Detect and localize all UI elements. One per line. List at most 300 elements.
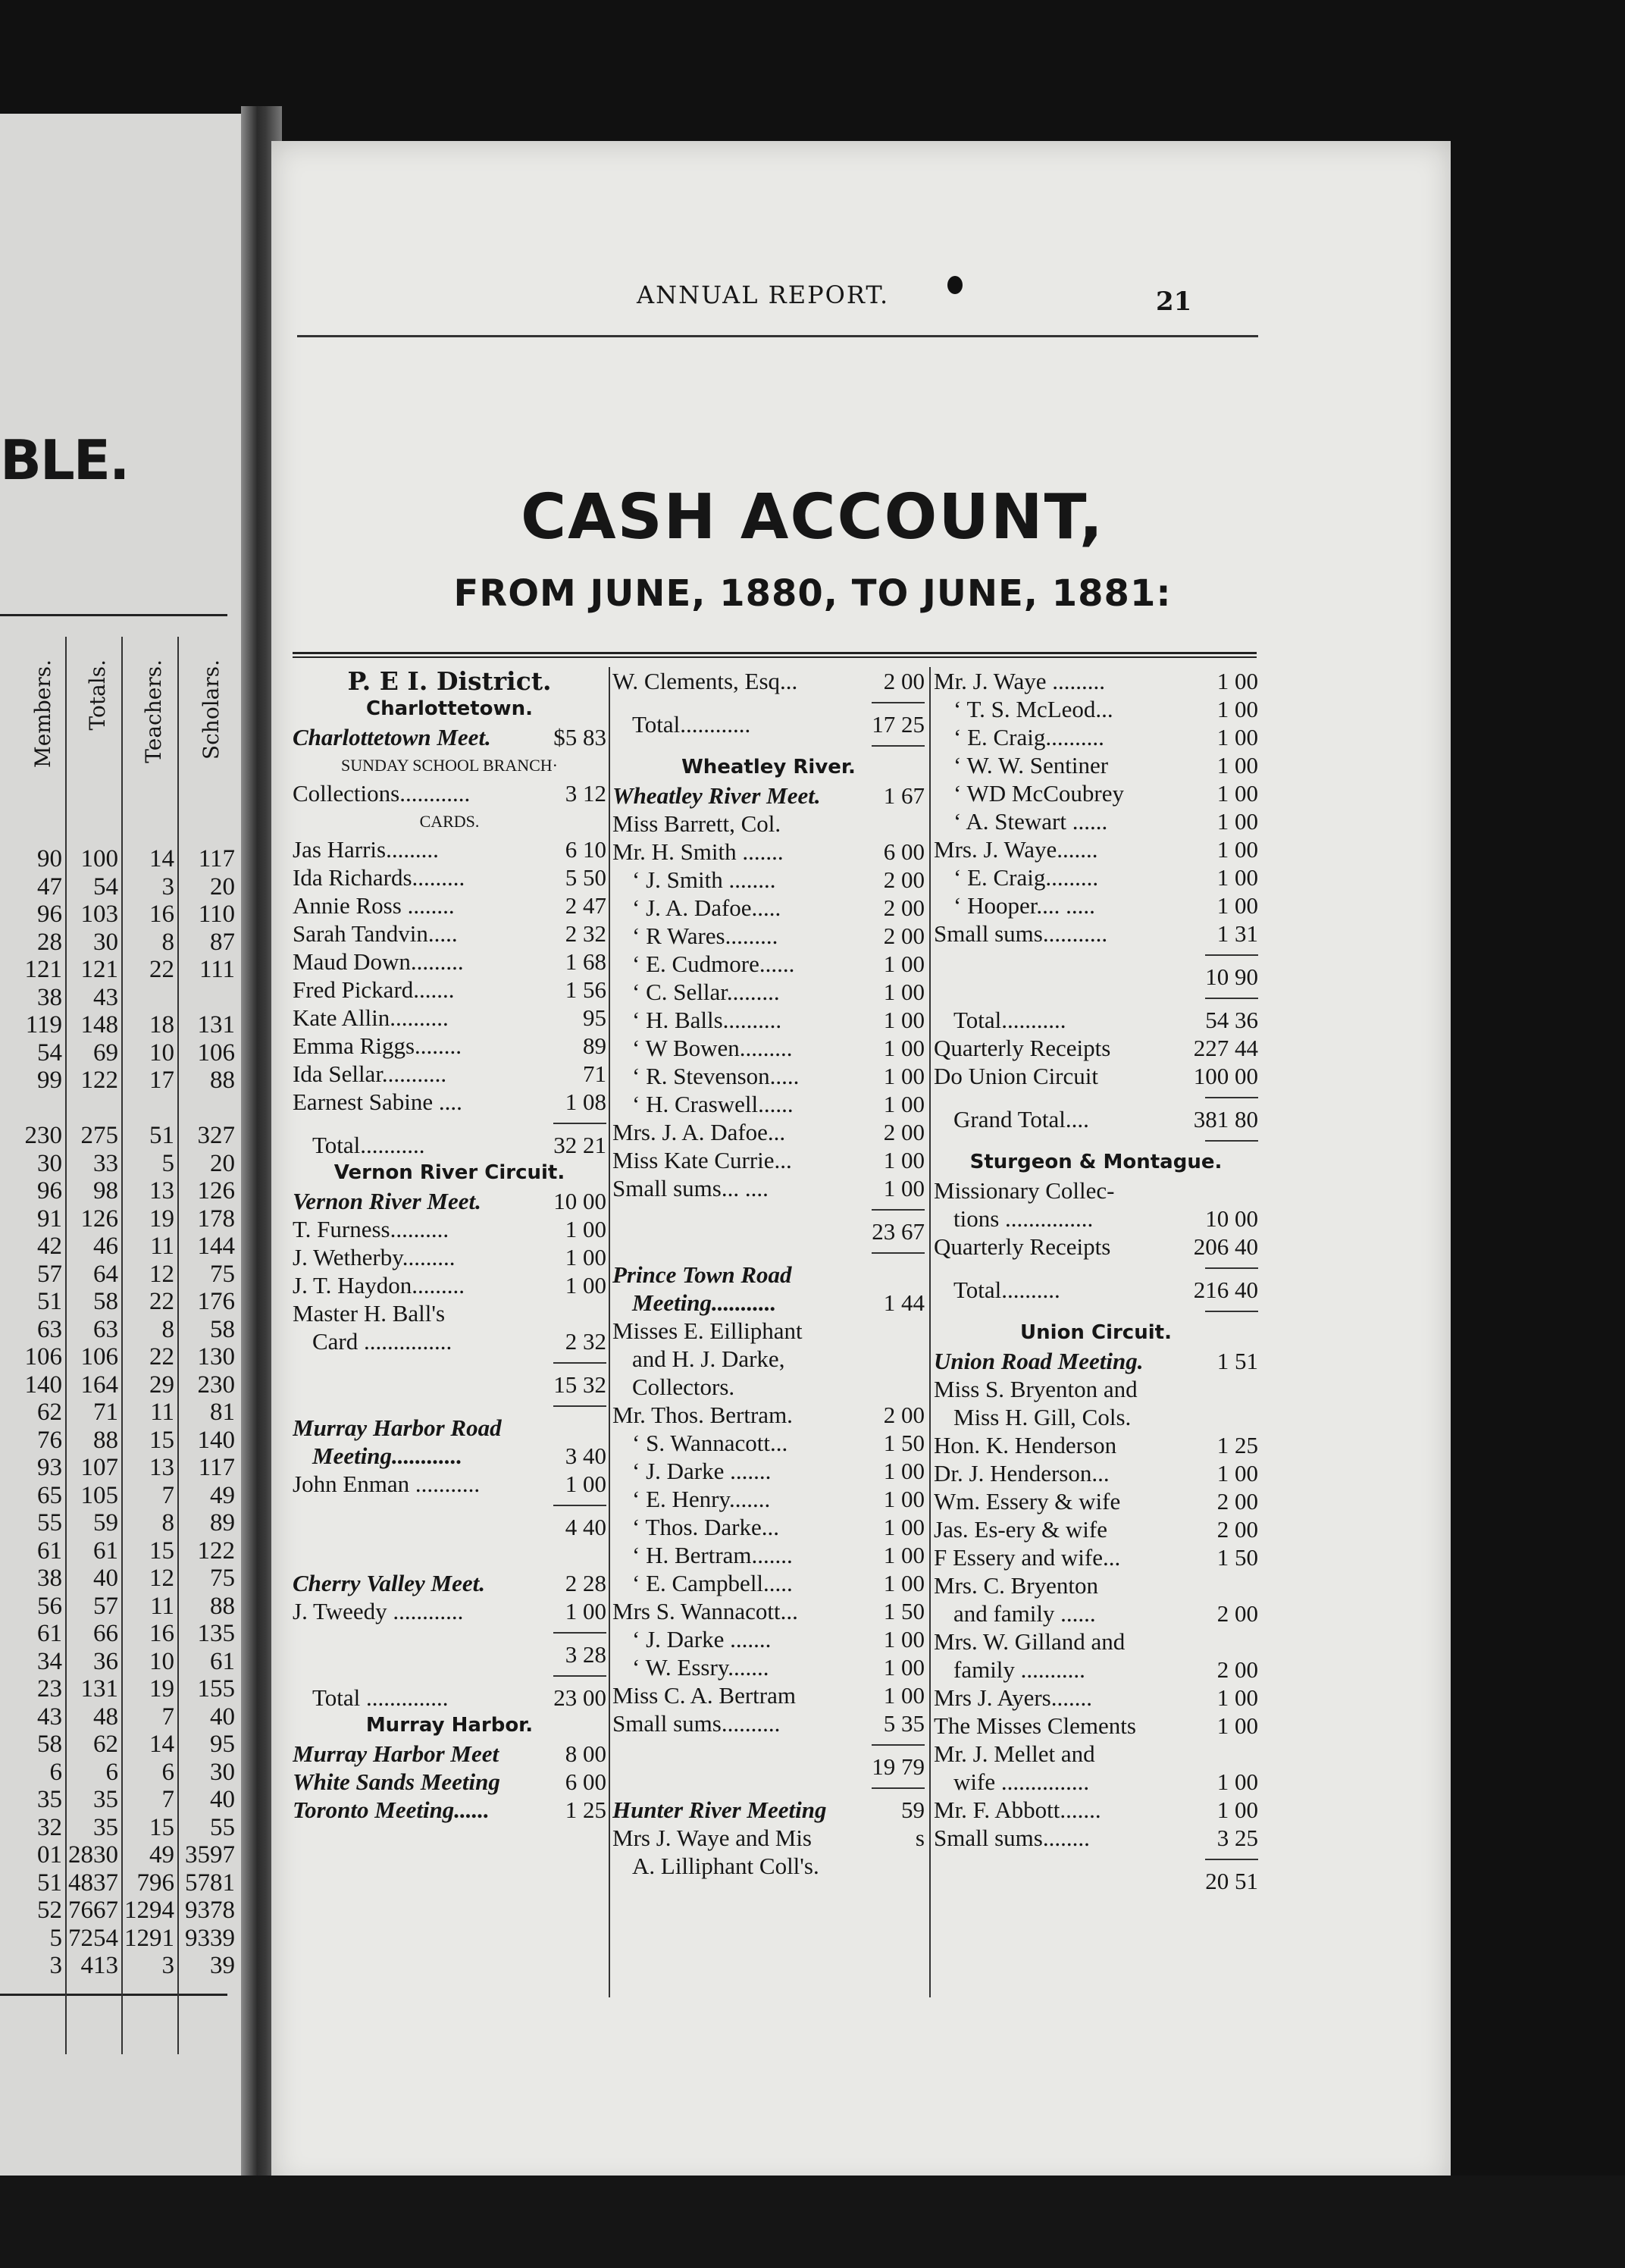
table-row	[0, 845, 235, 873]
table-row	[0, 1233, 235, 1261]
meeting-line	[293, 1414, 606, 1442]
table-cell: 51	[149, 1122, 174, 1149]
table-row	[0, 1150, 235, 1178]
amount: 1 00	[1216, 808, 1258, 835]
entry-label: Card ...............	[312, 1328, 452, 1355]
table-row	[0, 1786, 235, 1814]
amount: 1 00	[883, 1063, 925, 1089]
district-heading	[293, 667, 606, 695]
table-cell: 35	[93, 1786, 118, 1813]
table-cell: 36	[93, 1647, 118, 1675]
amount: 1 00	[565, 1471, 606, 1497]
entry-line	[612, 1006, 925, 1034]
entry-line	[934, 1375, 1258, 1403]
meeting-line	[612, 1796, 925, 1824]
entry-label: ‘ J. Darke .......	[632, 1626, 772, 1652]
entry-label: ‘ E. Craig..........	[953, 724, 1104, 750]
table-cell: 18	[149, 1011, 174, 1038]
entry-line	[934, 1233, 1258, 1261]
table-row	[0, 1537, 235, 1565]
running-head: ANNUAL REPORT.	[637, 280, 890, 309]
sum-rule	[293, 1668, 606, 1684]
entry-label: Total ..............	[312, 1684, 449, 1711]
table-cell: 22	[149, 1343, 174, 1371]
amount: 1 00	[1216, 864, 1258, 891]
entry-line	[612, 1541, 925, 1569]
table-cell: 176	[197, 1288, 235, 1315]
entry-label: Missionary Collec-	[934, 1177, 1115, 1204]
table-cell: 275	[80, 1122, 118, 1149]
total-line	[293, 1684, 606, 1712]
table-cell: 61	[37, 1537, 62, 1565]
table-cell: 15	[149, 1813, 174, 1841]
amount: 2 00	[883, 923, 925, 949]
table-cell: 6	[49, 1758, 62, 1786]
table-row	[0, 1011, 235, 1039]
amount: 1 00	[565, 1272, 606, 1298]
sum-rule	[612, 1245, 925, 1261]
amount: 3 25	[1216, 1825, 1258, 1851]
entry-line	[293, 1597, 606, 1625]
table-cell: 22	[149, 1288, 174, 1315]
entry-line	[293, 835, 606, 863]
entry-line	[612, 1569, 925, 1597]
amount: 2 00	[1216, 1600, 1258, 1627]
table-cell: 22	[149, 956, 174, 983]
meeting-line	[293, 1740, 606, 1768]
table-cell: 413	[80, 1952, 118, 1979]
entry-label: Murray Harbor Meet	[293, 1740, 499, 1767]
table-cell: 2830	[68, 1841, 118, 1869]
table-cell: 71	[93, 1399, 118, 1426]
table-cell: 1291	[124, 1924, 174, 1952]
table-row	[0, 1039, 235, 1067]
section-heading	[934, 1148, 1258, 1176]
table-cell: 69	[93, 1038, 118, 1067]
entry-line	[612, 810, 925, 838]
table-cell: 16	[149, 901, 174, 928]
table-cell: 15	[149, 1537, 174, 1565]
entry-label: ‘ Hooper.... .....	[953, 892, 1095, 919]
amount: 5 35	[883, 1710, 925, 1737]
entry-label: T. Furness..........	[293, 1216, 449, 1242]
amount: 1 00	[1216, 1797, 1258, 1823]
sum-rule	[612, 1781, 925, 1796]
entry-label: ‘ J. Darke .......	[632, 1458, 772, 1484]
entry-line	[934, 919, 1258, 948]
amount: 1 00	[1216, 836, 1258, 863]
entry-line	[293, 1088, 606, 1116]
amount: 1 00	[883, 1486, 925, 1512]
entry-label: Mrs. J. A. Dafoe...	[612, 1119, 786, 1145]
table-cell: 6	[105, 1758, 118, 1786]
table-cell: 75	[210, 1260, 235, 1288]
amount: 3 12	[565, 780, 606, 807]
meeting-line	[612, 1289, 925, 1317]
entry-line	[934, 1034, 1258, 1062]
table-cell: 49	[210, 1481, 235, 1509]
amount: 3 40	[565, 1443, 606, 1469]
entry-label: ‘ W. Essry.......	[632, 1654, 769, 1681]
amount: 3 28	[565, 1641, 606, 1668]
table-cell: 62	[37, 1399, 62, 1426]
amount: 10 90	[1205, 963, 1258, 990]
entry-label: Mrs. W. Gilland and	[934, 1628, 1126, 1655]
entry-line	[293, 1032, 606, 1060]
entry-label: Dr. J. Henderson...	[934, 1460, 1110, 1486]
table-cell: 29	[149, 1371, 174, 1399]
amount: 1 00	[883, 1091, 925, 1117]
amount: 1 00	[1216, 1712, 1258, 1739]
entry-line	[612, 1373, 925, 1401]
table-cell: 88	[210, 1067, 235, 1094]
entry-line	[934, 835, 1258, 863]
entry-label: The Misses Clements	[934, 1712, 1136, 1739]
subtotal-line	[612, 1753, 925, 1781]
table-cell: 30	[37, 1149, 62, 1177]
table-cell: 54	[93, 872, 118, 901]
amount: 4 40	[565, 1514, 606, 1540]
entry-label: ‘ J. Smith ........	[632, 866, 776, 893]
left-page	[0, 114, 250, 2176]
statistics-table	[0, 845, 235, 1980]
amount: 1 00	[1216, 1684, 1258, 1711]
amount: 95	[583, 1004, 606, 1031]
table-cell: 17	[149, 1067, 174, 1094]
amount: 1 00	[1216, 668, 1258, 694]
entry-label: Master H. Ball's	[293, 1300, 446, 1327]
table-cell: 117	[198, 1454, 235, 1481]
column-header-teachers: Teachers.	[141, 659, 166, 763]
table-cell: 65	[37, 1481, 62, 1509]
amount: s	[915, 1825, 925, 1851]
table-top-rule	[293, 652, 1257, 654]
amount: 1 50	[1216, 1544, 1258, 1571]
table-cell: 46	[93, 1233, 118, 1260]
entry-label: wife ...............	[953, 1768, 1090, 1795]
section-heading	[293, 695, 606, 723]
entry-label: A. Lilliphant Coll's.	[632, 1853, 819, 1879]
table-cell: 16	[149, 1620, 174, 1647]
table-cell: 55	[210, 1813, 235, 1841]
entry-label: Mrs J. Waye and Mis	[612, 1825, 812, 1851]
table-row	[0, 1759, 235, 1787]
table-cell: 3597	[185, 1841, 235, 1869]
section-heading	[293, 1159, 606, 1187]
table-cell: 20	[210, 872, 235, 901]
table-cell: 39	[210, 1952, 235, 1979]
table-cell: 89	[210, 1509, 235, 1537]
entry-label: ‘ WD McCoubrey	[953, 780, 1124, 807]
entry-line	[612, 1118, 925, 1146]
subtotal-line	[293, 1371, 606, 1399]
amount: 23 67	[872, 1218, 925, 1245]
amount: 1 00	[883, 1514, 925, 1540]
table-cell: 14	[149, 1731, 174, 1758]
amount: 1 00	[883, 1175, 925, 1201]
amount: 2 00	[883, 1402, 925, 1428]
table-cell: 8	[161, 928, 174, 956]
entry-label: ‘ E. Henry.......	[632, 1486, 771, 1512]
entry-label: Murray Harbor.	[365, 1714, 534, 1737]
amount: 59	[901, 1797, 925, 1823]
entry-line	[293, 948, 606, 976]
entry-label: Mrs S. Wannacott...	[612, 1598, 798, 1624]
entry-label: Mrs. C. Bryenton	[934, 1572, 1098, 1599]
table-cell: 140	[24, 1371, 62, 1399]
entry-line	[934, 695, 1258, 723]
entry-line	[612, 978, 925, 1006]
table-cell: 11	[150, 1233, 174, 1260]
entry-label: ‘ R. Stevenson.....	[632, 1063, 800, 1089]
entry-label: ‘ E. Craig.........	[953, 864, 1099, 891]
entry-label: ‘ E. Campbell.....	[632, 1570, 793, 1596]
table-cell: 148	[80, 1011, 118, 1038]
table-cell: 11	[150, 1399, 174, 1426]
entry-line	[293, 891, 606, 919]
table-cell: 38	[37, 983, 62, 1011]
table-cell: 106	[24, 1343, 62, 1371]
entry-label: Union Circuit.	[1020, 1321, 1172, 1344]
column-separator	[609, 667, 610, 1997]
table-cell: 57	[37, 1260, 62, 1288]
entry-label: Miss H. Gill, Cols.	[953, 1404, 1132, 1430]
entry-line	[934, 1712, 1258, 1740]
entry-label: Grand Total....	[953, 1106, 1089, 1132]
amount: 1 00	[1216, 1460, 1258, 1486]
amount: 2 00	[1216, 1516, 1258, 1543]
amount: 227 44	[1193, 1035, 1258, 1061]
amount: 1 67	[883, 782, 925, 809]
amount: $5 83	[553, 724, 606, 750]
entry-line	[934, 1543, 1258, 1571]
amount: 1 56	[565, 976, 606, 1003]
table-cell: 111	[199, 956, 235, 983]
table-cell: 42	[37, 1233, 62, 1260]
table-cell: 3	[161, 1952, 174, 1979]
table-cell: 30	[93, 928, 118, 956]
amount: 1 68	[565, 948, 606, 975]
table-cell: 7	[161, 1786, 174, 1813]
sum-rule	[934, 1090, 1258, 1105]
table-row	[0, 1371, 235, 1399]
table-cell: 7254	[68, 1924, 118, 1952]
amount: 19 79	[872, 1753, 925, 1780]
entry-line	[612, 1174, 925, 1202]
table-cell: 90	[37, 845, 62, 872]
entry-line	[934, 751, 1258, 779]
table-cell: 19	[149, 1204, 174, 1233]
section-heading	[934, 1319, 1258, 1347]
amount: 1 00	[883, 1147, 925, 1173]
meeting-line	[293, 1768, 606, 1796]
entry-label: Toronto Meeting......	[293, 1797, 490, 1823]
entry-label: Hunter River Meeting	[612, 1797, 827, 1823]
amount: 1 00	[565, 1244, 606, 1270]
entry-label: and H. J. Darke,	[632, 1345, 785, 1372]
entry-label: ‘ A. Stewart ......	[953, 808, 1108, 835]
table-cell: 100	[80, 845, 118, 872]
entry-label: Mr. F. Abbott.......	[934, 1797, 1101, 1823]
table-cell: 3	[161, 872, 174, 901]
entry-label: Wm. Essery & wife	[934, 1488, 1121, 1515]
entry-label: Jas. Es-ery & wife	[934, 1516, 1107, 1543]
table-row	[0, 1261, 235, 1289]
table-cell: 140	[197, 1426, 235, 1454]
table-cell: 96	[37, 901, 62, 928]
entry-label: ‘ H. Craswell......	[632, 1091, 794, 1117]
table-row	[0, 1509, 235, 1537]
entry-line	[934, 1684, 1258, 1712]
amount: 1 00	[883, 1626, 925, 1652]
entry-line	[934, 1656, 1258, 1684]
amount: 1 00	[883, 1682, 925, 1709]
amount: 2 00	[883, 1119, 925, 1145]
subheading	[293, 807, 606, 835]
sum-rule	[612, 1737, 925, 1753]
meeting-line	[612, 1261, 925, 1289]
entry-label: Misses E. Eilliphant	[612, 1317, 803, 1344]
table-row	[0, 901, 235, 929]
entry-line	[934, 1627, 1258, 1656]
entry-label: CARDS.	[419, 812, 480, 831]
table-row	[0, 1952, 235, 1980]
total-line	[934, 1006, 1258, 1034]
table-cell: 6	[161, 1758, 174, 1786]
amount: 2 32	[565, 920, 606, 947]
amount: 6 00	[565, 1768, 606, 1795]
entry-line	[934, 1062, 1258, 1090]
amount: 1 00	[1216, 1768, 1258, 1795]
meeting-line	[293, 723, 606, 751]
sum-rule	[612, 738, 925, 753]
sum-rule	[934, 1304, 1258, 1319]
entry-line	[612, 866, 925, 894]
table-row	[0, 929, 235, 957]
table-cell	[62, 1095, 118, 1123]
table-row	[0, 1205, 235, 1233]
total-line	[612, 710, 925, 738]
table-cell: 28	[37, 928, 62, 956]
amount: 1 00	[883, 1458, 925, 1484]
table-cell: 327	[197, 1122, 235, 1149]
section-heading	[293, 1712, 606, 1740]
table-cell: 61	[37, 1620, 62, 1647]
entry-label: ‘ H. Bertram.......	[632, 1542, 793, 1568]
amount: 100 00	[1193, 1063, 1258, 1089]
entry-line	[293, 1327, 606, 1355]
table-cell: 48	[93, 1703, 118, 1731]
entry-line	[293, 779, 606, 807]
table-row	[0, 1648, 235, 1676]
table-cell: 8	[161, 1315, 174, 1343]
table-row	[0, 1869, 235, 1897]
table-cell: 11	[150, 1592, 174, 1620]
table-cell: 32	[37, 1813, 62, 1841]
entry-label: J. Tweedy ............	[293, 1598, 464, 1624]
sum-rule	[293, 1399, 606, 1414]
amount: 5 50	[565, 864, 606, 891]
entry-line	[293, 863, 606, 891]
table-row	[0, 1703, 235, 1731]
entry-line	[612, 1709, 925, 1737]
column-separator	[929, 667, 931, 1997]
amount: 8 00	[565, 1740, 606, 1767]
table-row	[0, 873, 235, 901]
entry-label: Small sums...........	[934, 920, 1108, 947]
table-cell: 119	[25, 1011, 62, 1038]
entry-line	[934, 1487, 1258, 1515]
entry-label: Ida Richards.........	[293, 864, 465, 891]
entry-line	[612, 838, 925, 866]
table-cell: 14	[149, 845, 174, 872]
table-row	[0, 1288, 235, 1316]
table-cell: 144	[197, 1233, 235, 1260]
table-cell: 5	[49, 1924, 62, 1952]
entry-label: Fred Pickard.......	[293, 976, 455, 1003]
entry-label: Miss C. A. Bertram	[612, 1682, 796, 1709]
header-rule	[297, 335, 1258, 337]
amount: 1 00	[1216, 724, 1258, 750]
entry-line	[612, 667, 925, 695]
entry-label: Sturgeon & Montague.	[969, 1151, 1223, 1173]
entry-label: J. Wetherby.........	[293, 1244, 456, 1270]
table-cell: 126	[80, 1204, 118, 1233]
entry-label: Cherry Valley Meet.	[293, 1570, 485, 1596]
table-cell: 96	[37, 1177, 62, 1204]
amount: 10 00	[553, 1188, 606, 1214]
entry-label: Do Union Circuit	[934, 1063, 1098, 1089]
entry-line	[934, 891, 1258, 919]
table-cell: 35	[37, 1786, 62, 1813]
meeting-line	[934, 1347, 1258, 1375]
entry-label: Jas Harris.........	[293, 836, 439, 863]
subheading	[293, 751, 606, 779]
entry-line	[612, 894, 925, 922]
amount: 1 00	[883, 979, 925, 1005]
entry-line	[293, 1004, 606, 1032]
table-cell: 40	[93, 1565, 118, 1592]
amount: 71	[583, 1060, 606, 1087]
entry-label: J. T. Haydon.........	[293, 1272, 465, 1298]
table-cell: 106	[80, 1343, 118, 1371]
entry-line	[934, 1571, 1258, 1599]
amount: 1 00	[1216, 892, 1258, 919]
table-cell: 88	[210, 1592, 235, 1620]
amount: 2 28	[565, 1570, 606, 1596]
entry-label: Mr. Thos. Bertram.	[612, 1402, 793, 1428]
entry-label: Wheatley River.	[681, 756, 856, 778]
entry-label: Total............	[632, 711, 751, 738]
table-cell: 155	[197, 1675, 235, 1703]
table-cell: 87	[210, 928, 235, 956]
entry-label: ‘ Thos. Darke...	[632, 1514, 779, 1540]
entry-line	[934, 807, 1258, 835]
table-row	[0, 1122, 235, 1150]
amount: 1 51	[1216, 1348, 1258, 1374]
entry-line	[293, 1243, 606, 1271]
table-cell: 81	[210, 1399, 235, 1426]
amount: 20 51	[1205, 1868, 1258, 1894]
amount: 1 00	[883, 1035, 925, 1061]
table-row	[0, 1095, 235, 1123]
table-cell: 23	[37, 1675, 62, 1703]
amount: 32 21	[553, 1132, 606, 1158]
sum-rule	[612, 695, 925, 710]
table-row	[0, 1731, 235, 1759]
table-cell: 76	[37, 1426, 62, 1454]
entry-label: Meeting...........	[632, 1289, 777, 1316]
